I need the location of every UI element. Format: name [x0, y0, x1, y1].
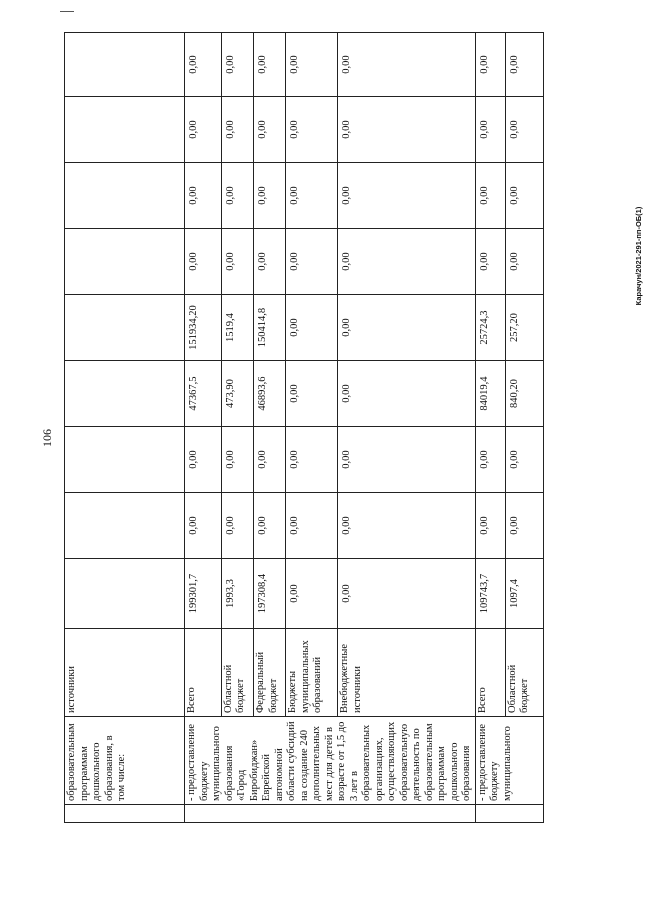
table-cell: 0,00: [505, 493, 543, 559]
table-cell: 25724,3: [475, 295, 505, 361]
table-cell: 0,00: [475, 33, 505, 97]
table-cell: 0,00: [286, 33, 338, 97]
table-cell: [185, 805, 476, 823]
table-cell: 0,00: [286, 361, 338, 427]
table-cell: 0,00: [338, 361, 475, 427]
budget-table: [64, 32, 544, 823]
table-cell: 0,00: [475, 493, 505, 559]
table-cell: 0,00: [338, 163, 475, 229]
table-cell: 0,00: [338, 493, 475, 559]
table-cell: 0,00: [505, 97, 543, 163]
table-cell: 0,00: [475, 97, 505, 163]
table-row: [65, 33, 185, 823]
table-cell: [65, 805, 185, 823]
table-cell: [475, 805, 543, 823]
table-row: [254, 33, 286, 823]
table-cell: Внебюджетные источники: [338, 629, 475, 717]
table-cell: [65, 427, 185, 493]
table-cell: 257,20: [505, 295, 543, 361]
table-row: [185, 33, 222, 823]
table-cell: 0,00: [286, 295, 338, 361]
table-cell: 0,00: [475, 229, 505, 295]
table-cell: [65, 361, 185, 427]
table-cell: 1993,3: [221, 559, 253, 629]
table-cell: 0,00: [338, 559, 475, 629]
table-cell: - предоставление бюджету муниципального образования «Город Биробиджан» Еврейской автономной области субсидий на создание 240 дополнительных мест для детей в возрасте от 1,5 до 3 лет в образовательных организациях, осуществляющих образовательную деятельность по образовательным программам дошкольного образования: [185, 717, 476, 805]
table-cell: 0,00: [475, 427, 505, 493]
table-cell: 197308,4: [254, 559, 286, 629]
table-cell: 0,00: [475, 163, 505, 229]
table-cell: 0,00: [286, 97, 338, 163]
table-cell: 0,00: [286, 493, 338, 559]
table-cell: 0,00: [221, 33, 253, 97]
table-cell: 0,00: [254, 163, 286, 229]
table-cell: 473,90: [221, 361, 253, 427]
table-cell: образовательным программам дошкольного образования, в том числе:: [65, 717, 185, 805]
table-cell: 47367,5: [185, 361, 222, 427]
table-cell: 0,00: [338, 33, 475, 97]
table-cell: [65, 163, 185, 229]
table-cell: 0,00: [286, 559, 338, 629]
table-cell: 0,00: [286, 163, 338, 229]
table-cell: 46893,6: [254, 361, 286, 427]
table-cell: [65, 97, 185, 163]
table-cell: 0,00: [505, 229, 543, 295]
table-cell: 0,00: [254, 229, 286, 295]
table-row: [286, 33, 338, 823]
table-cell: [65, 295, 185, 361]
table-row: [505, 33, 543, 823]
table-cell: 199301,7: [185, 559, 222, 629]
scan-mark: [60, 11, 74, 12]
table-cell: 0,00: [185, 97, 222, 163]
table-cell: 150414,8: [254, 295, 286, 361]
document-id: Карачун/2021-291-пп-ОБ(1): [634, 206, 643, 306]
table-cell: 0,00: [505, 33, 543, 97]
table-cell: Областной бюджет: [505, 629, 543, 717]
table-cell: 0,00: [254, 33, 286, 97]
table-cell: 0,00: [185, 163, 222, 229]
table-cell: Федеральный бюджет: [254, 629, 286, 717]
table-cell: 0,00: [338, 229, 475, 295]
table-cell: Всего: [475, 629, 505, 717]
table-cell: 0,00: [185, 427, 222, 493]
table-cell: 0,00: [338, 97, 475, 163]
table-cell: источники: [65, 629, 185, 717]
table-cell: [65, 493, 185, 559]
table-cell: 0,00: [254, 493, 286, 559]
table-cell: 0,00: [221, 229, 253, 295]
table-row: [338, 33, 475, 823]
table-cell: 0,00: [185, 493, 222, 559]
table-cell: [65, 33, 185, 97]
table-cell: 1519,4: [221, 295, 253, 361]
table-cell: [65, 559, 185, 629]
table-cell: 0,00: [286, 229, 338, 295]
table-cell: 0,00: [286, 427, 338, 493]
table-cell: 0,00: [338, 427, 475, 493]
rotated-table-wrapper: [64, 33, 530, 823]
table-cell: [65, 229, 185, 295]
table-cell: 0,00: [254, 427, 286, 493]
table-cell: 0,00: [505, 163, 543, 229]
table-cell: 0,00: [185, 229, 222, 295]
table-cell: 0,00: [221, 163, 253, 229]
table-cell: 0,00: [254, 97, 286, 163]
table-cell: 0,00: [221, 427, 253, 493]
table-cell: 0,00: [221, 493, 253, 559]
table-cell: 151934,20: [185, 295, 222, 361]
table-cell: Всего: [185, 629, 222, 717]
table-cell: 0,00: [338, 295, 475, 361]
table-row: [475, 33, 505, 823]
table-cell: 0,00: [505, 427, 543, 493]
table-cell: 1097,4: [505, 559, 543, 629]
table-cell: 109743,7: [475, 559, 505, 629]
page-number: 106: [40, 429, 54, 447]
table-cell: Бюджеты муниципальных образований: [286, 629, 338, 717]
table-row: [221, 33, 253, 823]
table-cell: 0,00: [185, 33, 222, 97]
table-cell: Областной бюджет: [221, 629, 253, 717]
table-cell: - предоставление бюджету муниципального: [475, 717, 543, 805]
table-cell: 0,00: [221, 97, 253, 163]
table-cell: 840,20: [505, 361, 543, 427]
table-cell: 84019,4: [475, 361, 505, 427]
